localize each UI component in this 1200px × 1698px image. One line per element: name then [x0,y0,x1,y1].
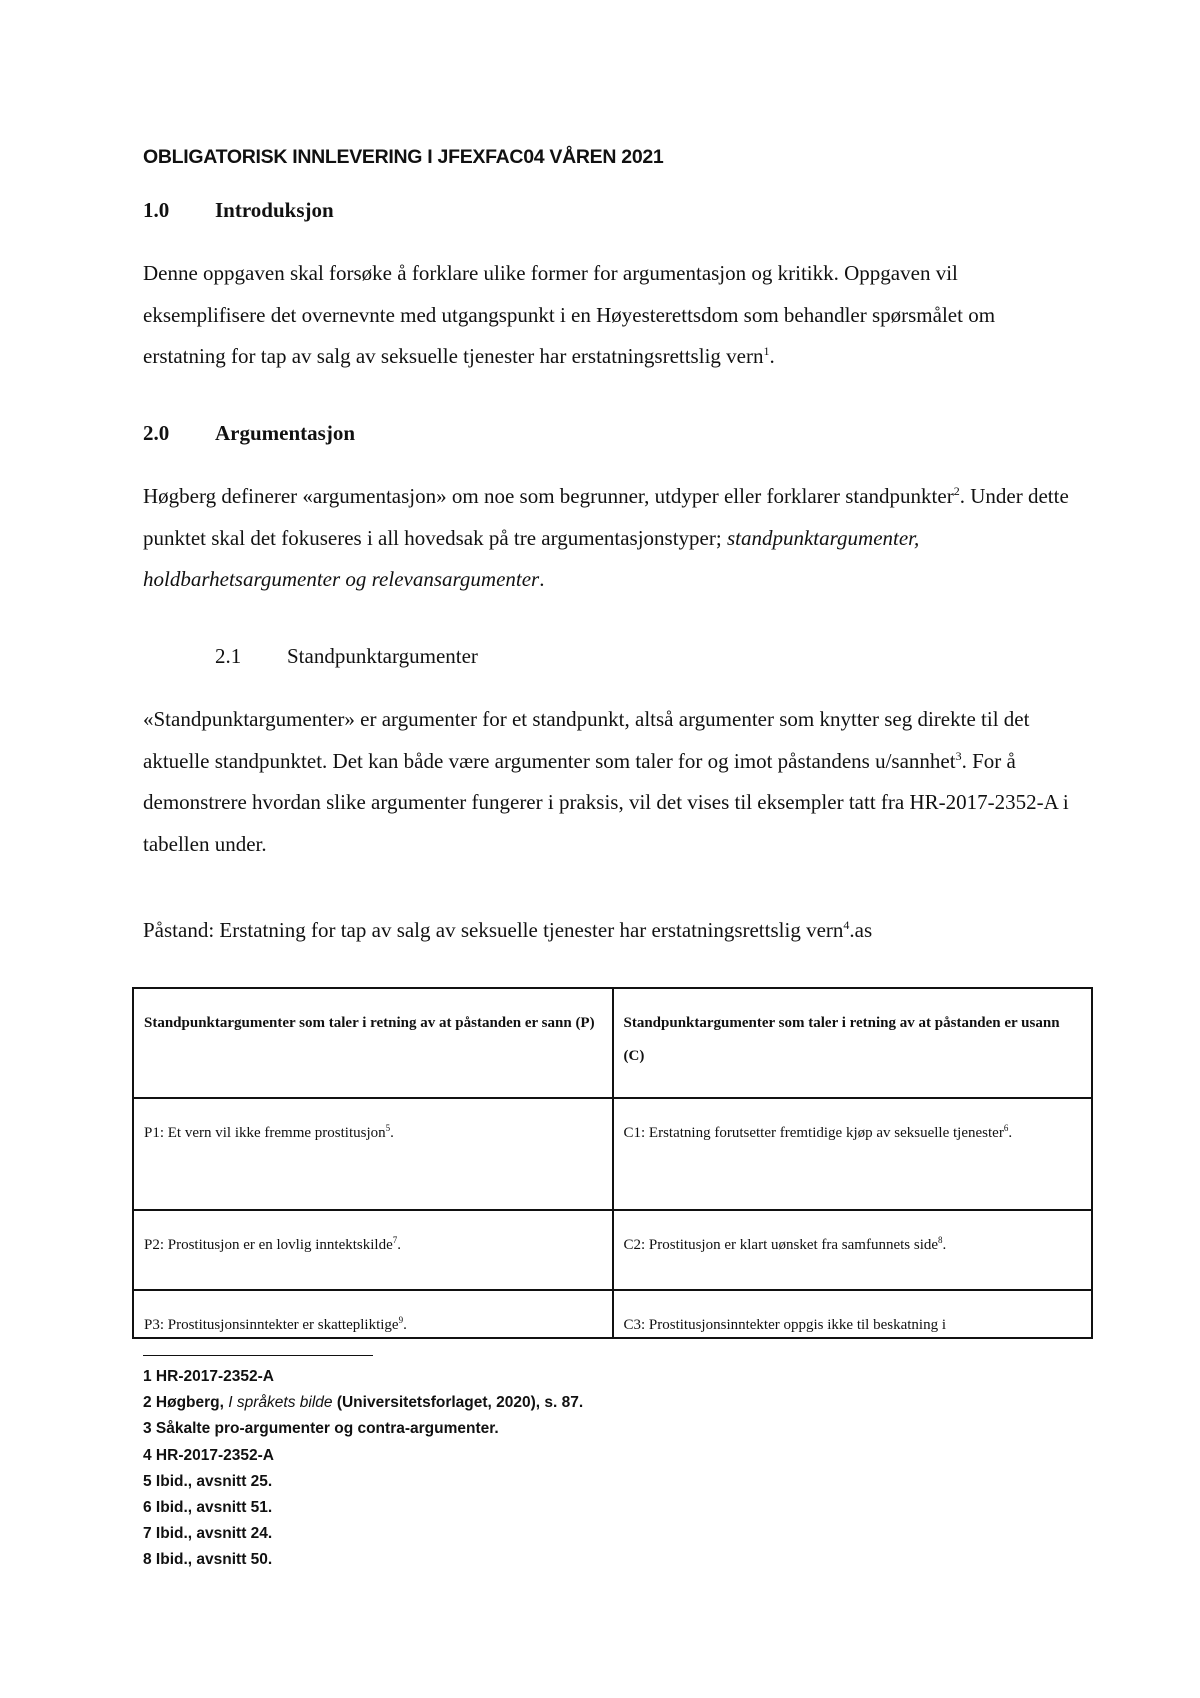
pro-argument: P3: Prostitusjonsinntekter er skattepliktige$^9$. [133,1290,613,1339]
table-row [133,1210,1092,1290]
section-title: Standpunktargumenter [287,644,478,668]
section-number: 1.0 [143,198,170,222]
footnote-8: 8 Ibid., avsnitt 50. [143,1551,273,1569]
arguments-table [132,987,1093,1339]
footnote-ref[interactable]: 6 [1003,1123,1009,1133]
header-pro: Standpunktargumenter som taler i retning av at påstanden er sann (P) [133,988,613,1098]
contra-argument: C3: Prostitusjonsinntekter oppgis ikke til beskatning i [613,1290,1093,1339]
footnote-ref[interactable]: 1 [763,344,770,358]
section-title: Introduksjon [215,198,334,222]
contra-argument: C1: Erstatning forutsetter fremtidige kjøp av seksuelle tjenester$^6$. [613,1098,1093,1210]
intro-text: Denne oppgaven skal forsøke å forklare ulike former for argumentasjon og kritikk. Oppgaven vil eksemplifisere det overnevnte med utgangspunkt i en Høyesterettsdom som behandler spørsmålet om erstatning for tap av salg av seksuelle tjenester har erstatningsrettslig vern [143,261,996,368]
footnote-ref[interactable]: 5 [385,1123,391,1133]
footnote-2: 2 Høgberg, I språkets bilde (Universitetsforlaget, 2020), s. 87. [143,1394,584,1412]
pro-argument: P2: Prostitusjon er en lovlig inntektskilde$^7$. [133,1210,613,1290]
footnote-ref[interactable]: 2 [953,484,960,498]
footnote-ref[interactable]: 3 [955,748,962,763]
standpunkt-paragraph: «Standpunktargumenter» er argumenter for et standpunkt, altså argumenter som knytter seg direkte til det aktuelle standpunktet. Det kan både være argumenter som taler for og imot påstandens u/sannhet$^3$. For å demonstrere hvordan slike argumenter fungerer i praksis, vil det vises til eksempler tatt fra HR-2017-2352-A i tabellen under. [143,707,1069,856]
footnote-7: 7 Ibid., avsnitt 24. [143,1525,273,1543]
pro-argument: P1: Et vern vil ikke fremme prostitusjon$^5$. [133,1098,613,1210]
footnote-3: 3 Såkalte pro-argumenter og contra-argumenter. [143,1420,499,1438]
argument-types: standpunktargumenter, holdbarhetsargumenter og relevansargumenter [143,525,920,591]
table-row [133,1290,1092,1339]
footnote-ref[interactable]: 4 [843,918,850,932]
header-contra: Standpunktargumenter som taler i retning av at påstanden er usann (C) [613,988,1093,1098]
section-title: Argumentasjon [215,421,355,445]
contra-argument: C2: Prostitusjon er klart uønsket fra samfunnets side$^8$. [613,1210,1093,1290]
footnote-6: 6 Ibid., avsnitt 51. [143,1499,273,1517]
footnote-ref[interactable]: 7 [392,1235,398,1245]
footnote-ref[interactable]: 9 [398,1315,404,1325]
section-number: 2.0 [143,421,170,445]
arguments-table-container [132,987,1093,1339]
footnote-5: 5 Ibid., avsnitt 25. [143,1472,273,1490]
footnotes [143,1364,583,1574]
footnote-separator [143,1355,373,1356]
argumentasjon-paragraph: Høgberg definerer «argumentasjon» om noe som begrunner, utdyper eller forklarer standpunkter$^2$. Under dette punktet skal det fokuseres i all hovedsak på tre argumentasjonstyper; standpunktargumenter, holdbarhetsargumenter og relevansargumenter. [143,484,1069,591]
claim-statement: Påstand: Erstatning for tap av salg av seksuelle tjenester har erstatningsrettslig vern$^4$.as [143,918,873,942]
footnote-4: 4 HR-2017-2352-A [143,1446,274,1464]
section-number: 2.1 [215,644,242,668]
table-header-row [133,988,1092,1098]
document-title: OBLIGATORISK INNLEVERING I JFEXFAC04 VÅREN 2021 [143,146,664,168]
table-row [133,1098,1092,1210]
footnote-ref[interactable]: 8 [938,1235,943,1245]
intro-paragraph: Denne oppgaven skal forsøke å forklare ulike former for argumentasjon og kritikk. Oppgaven vil eksemplifisere det overnevnte med utgangspunkt i en Høyesterettsdom som behandler spørsmålet om erstatning for tap av salg av seksuelle tjenester har erstatningsrettslig vern$^1$. [143,261,996,368]
footnote-1: 1 HR-2017-2352-A [143,1368,274,1385]
